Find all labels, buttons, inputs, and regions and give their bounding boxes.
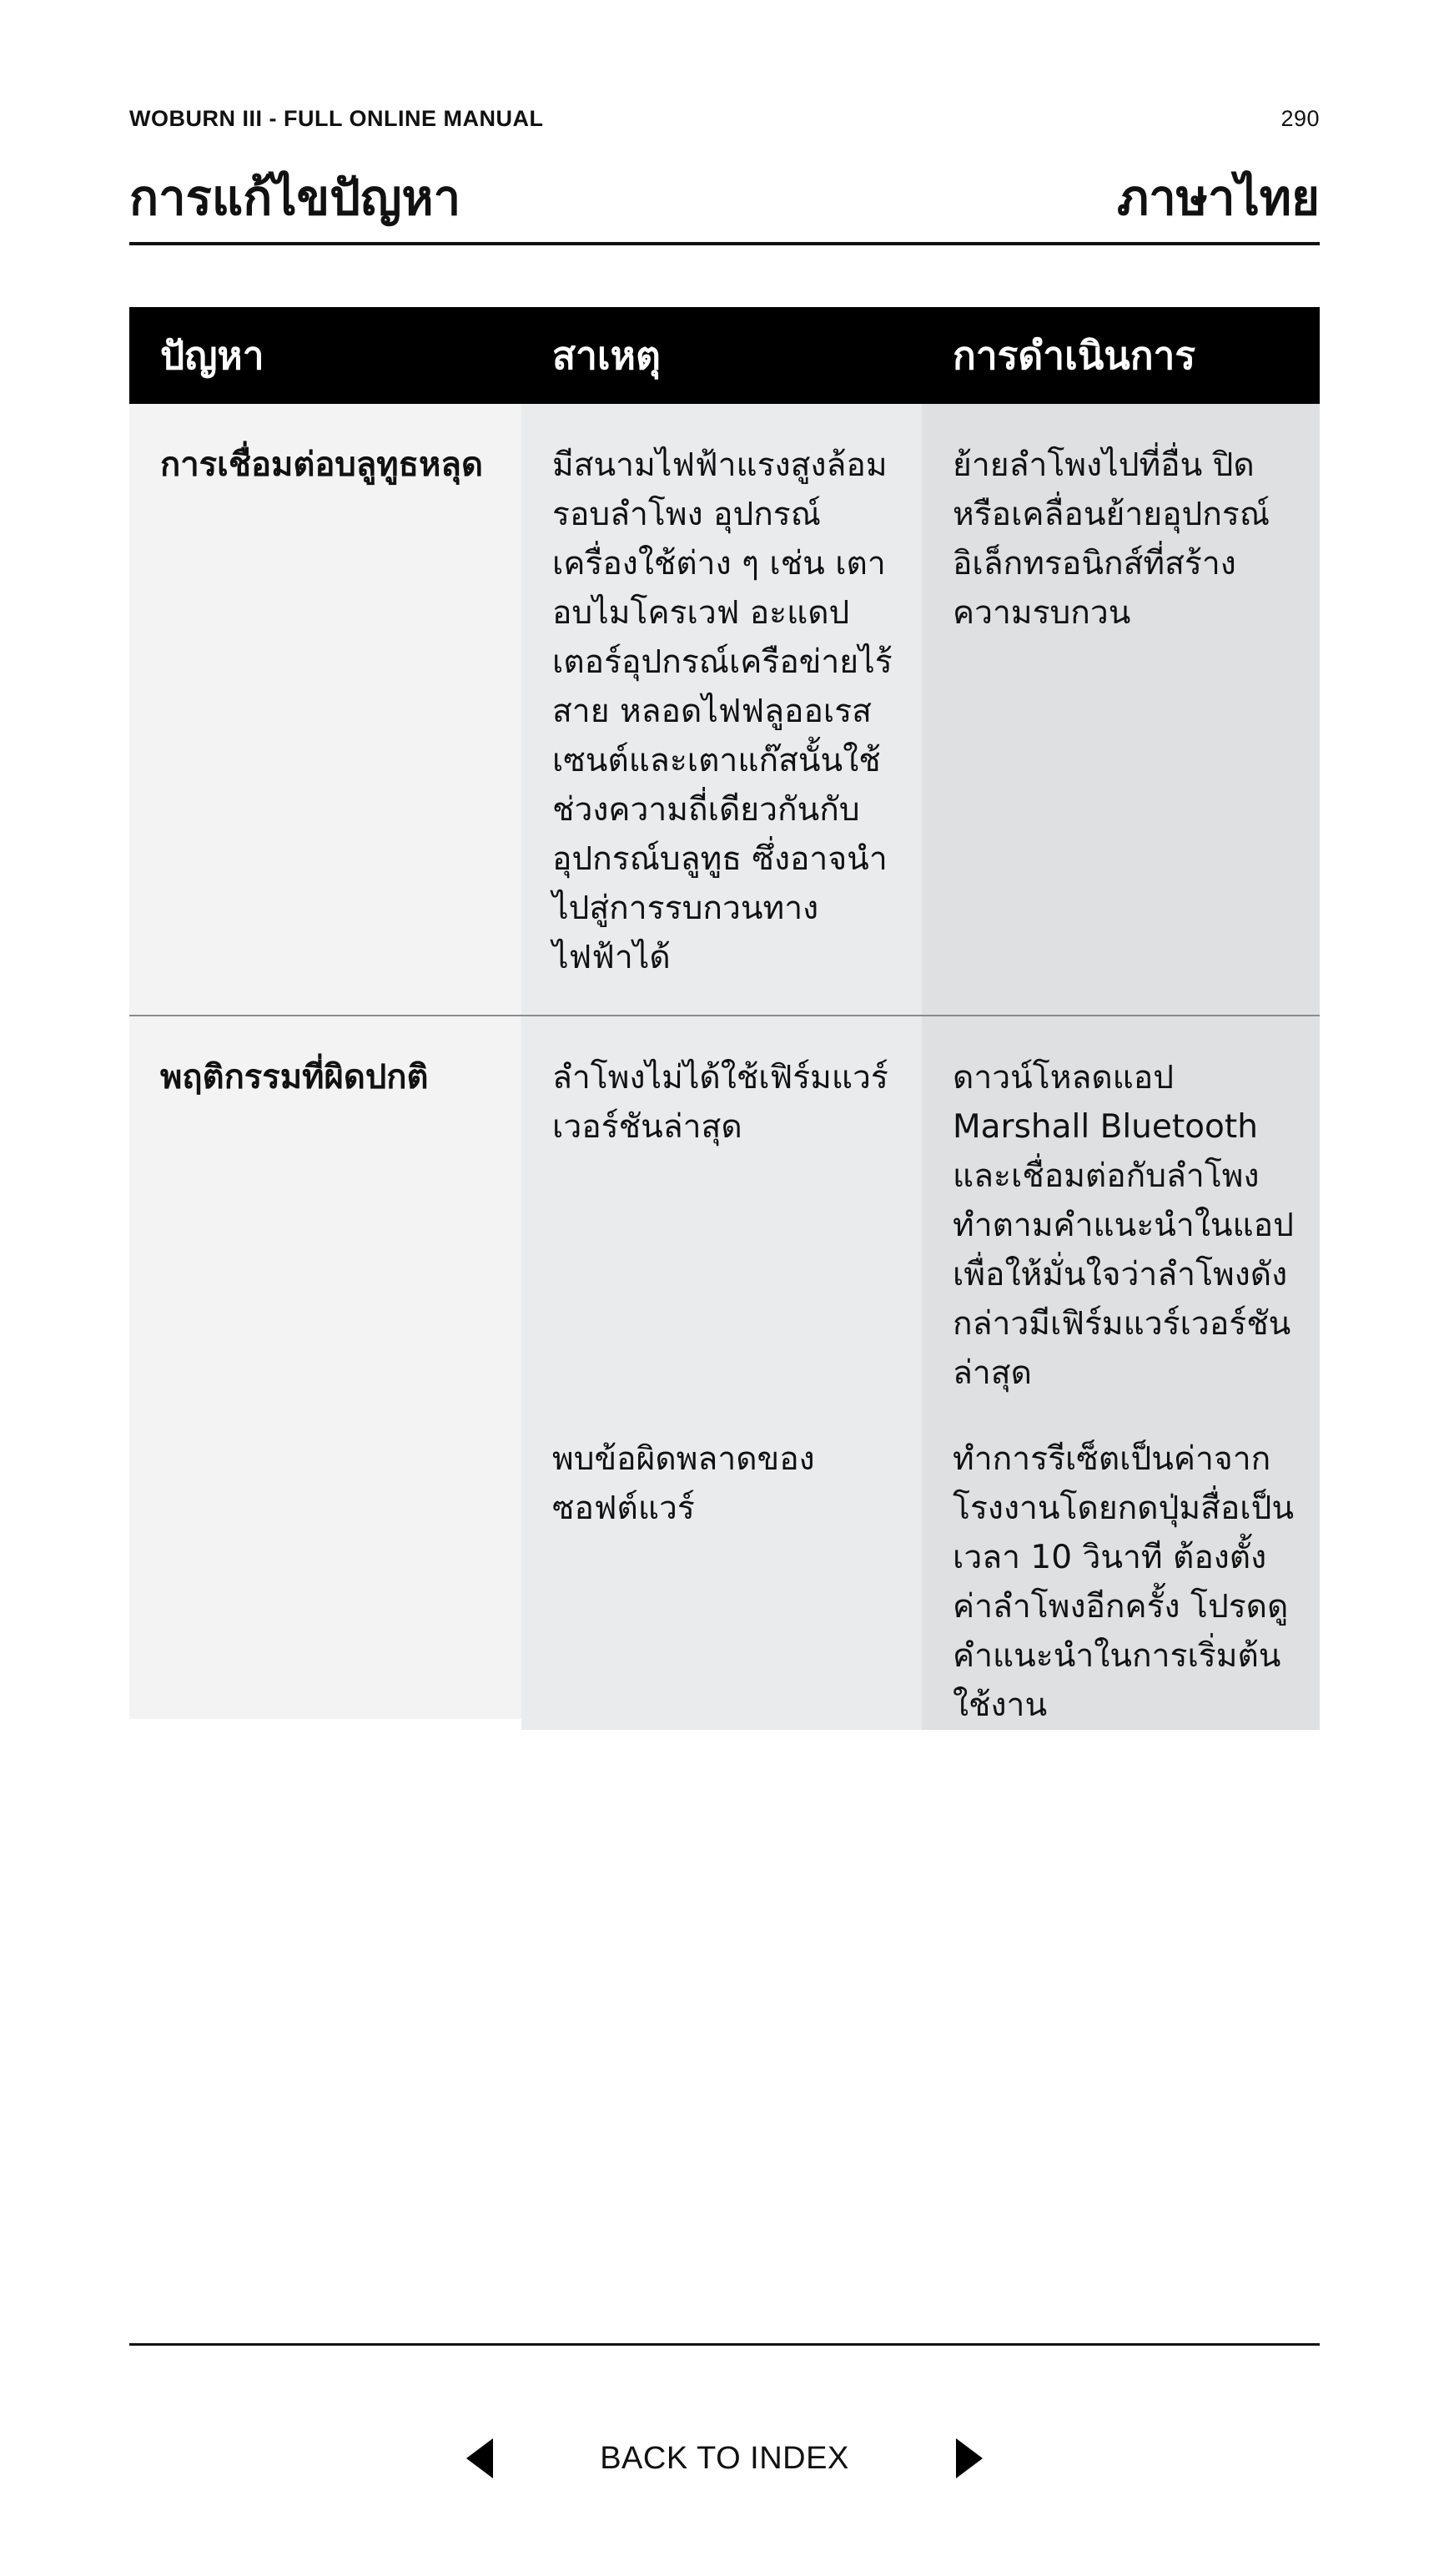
troubleshooting-table (129, 307, 1320, 1724)
page-number: 290 (1280, 105, 1320, 131)
back-to-index-link[interactable]: BACK TO INDEX (600, 2440, 849, 2476)
table-row (129, 404, 1320, 1015)
column-header-problem: ปัญหา (160, 332, 264, 378)
sub-row (521, 1398, 1320, 1730)
column-header-action: การดำเนินการ (953, 332, 1196, 378)
problem-cell: การเชื่อมต่อบลูทูธหลุด (129, 404, 521, 1015)
footer-divider (129, 2343, 1320, 2346)
table-header (129, 307, 1320, 404)
cause-cell: พบข้อผิดพลาดของซอฟต์แวร์ (521, 1398, 922, 1730)
triangle-right-icon[interactable] (956, 2438, 983, 2478)
table-row (129, 1016, 1320, 1724)
action-cell: ย้ายลำโพงไปที่อื่น ปิดหรือเคลื่อนย้ายอุปกรณ์อิเล็กทรอนิกส์ที่สร้างความรบกวน (922, 404, 1320, 1015)
title-row (129, 164, 1320, 230)
action-cell: ทำการรีเซ็ตเป็นค่าจากโรงงานโดยกดปุ่มสื่อเป็นเวลา 10 วินาที ต้องตั้งค่าลำโพงอีกครั้ง โปรดดูคำแนะนำในการเริ่มต้นใช้งาน (922, 1398, 1320, 1730)
manual-title: WOBURN III - FULL ONLINE MANUAL (129, 105, 544, 131)
language-label: ภาษาไทย (1117, 169, 1320, 226)
problem-cell: พฤติกรรมที่ผิดปกติ (129, 1016, 521, 1719)
section-title: การแก้ไขปัญหา (129, 169, 461, 226)
page-header (129, 102, 1320, 135)
title-divider (129, 242, 1320, 245)
triangle-left-icon[interactable] (466, 2438, 493, 2478)
cause-cell: ลำโพงไม่ได้ใช้เฟิร์มแวร์เวอร์ชันล่าสุด (521, 1016, 922, 1398)
action-cell: ดาวน์โหลดแอป Marshall Bluetooth และเชื่อมต่อกับลำโพง ทำตามคำแนะนำในแอปเพื่อให้มั่นใจว่าลำโพงดังกล่าวมีเฟิร์มแวร์เวอร์ชันล่าสุด (922, 1016, 1320, 1398)
column-header-cause: สาเหตุ (552, 332, 661, 378)
footer-navigation (0, 2435, 1449, 2482)
sub-row (521, 1016, 1320, 1398)
sub-rows (521, 1016, 1320, 1724)
cause-cell: มีสนามไฟฟ้าแรงสูงล้อมรอบลำโพง อุปกรณ์เครื่องใช้ต่าง ๆ เช่น เตาอบไมโครเวฟ อะแดปเตอร์อุปกรณ์เครือข่ายไร้สาย หลอดไฟฟลูออเรสเซนต์และเตาแก๊สนั้นใช้ช่วงความถี่เดียวกันกับอุปกรณ์บลูทูธ ซึ่งอาจนำไปสู่การรบกวนทางไฟฟ้าได้ (521, 404, 922, 1015)
